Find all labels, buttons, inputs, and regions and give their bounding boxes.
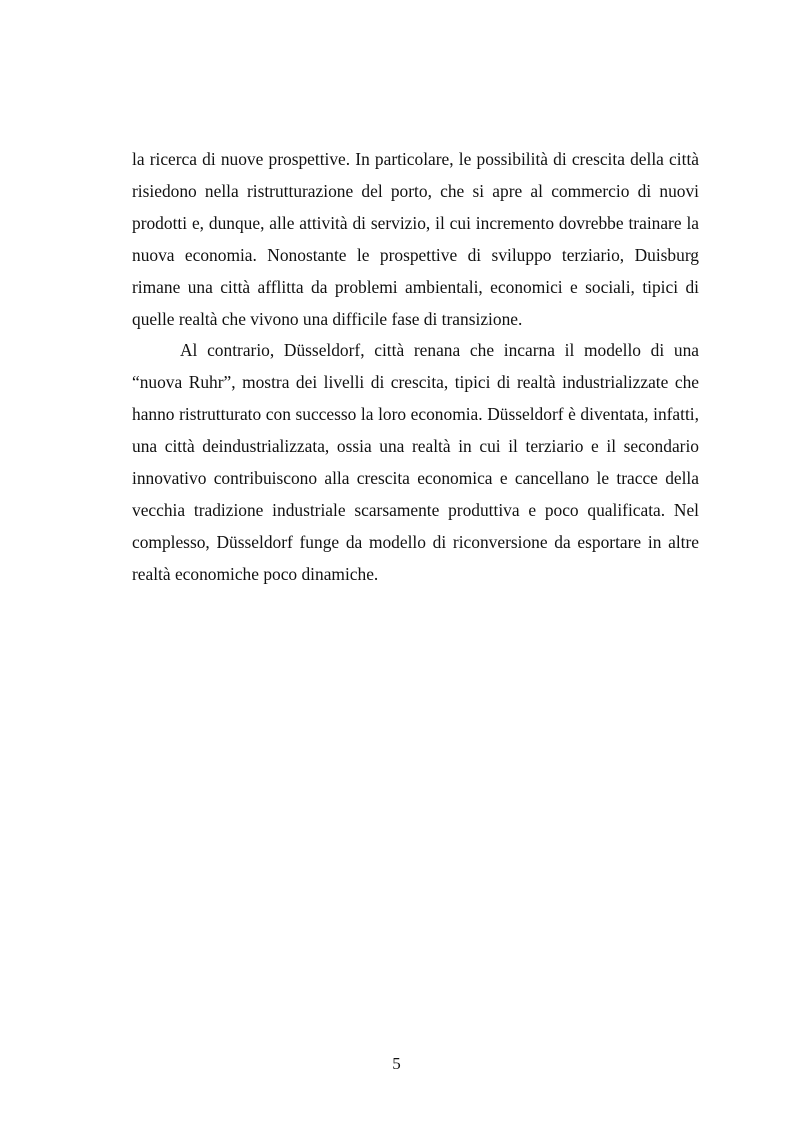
- paragraph-2: Al contrario, Düsseldorf, città renana che incarna il modello di una “nuova Ruhr”, mostra dei livelli di crescita, tipici di realtà industrializzate che hanno ristrutturato con successo la loro economia. Düsseldorf è diventata, infatti, una città deindustrializzata, ossia una realtà in cui il terziario e il secondario innovativo contribuiscono alla crescita economica e cancellano le tracce della vecchia tradizione industriale scarsamente produttiva e poco qualificata. Nel complesso, Düsseldorf funge da modello di riconversione da esportare in altre realtà economiche poco dinamiche.: [132, 340, 699, 584]
- body-text: [132, 144, 699, 591]
- page-number: 5: [392, 1054, 401, 1073]
- paragraph-1: la ricerca di nuove prospettive. In particolare, le possibilità di crescita della città risiedono nella ristrutturazione del porto, che si apre al commercio di nuovi prodotti e, dunque, alle attività di servizio, il cui incremento dovrebbe trainare la nuova economia. Nonostante le prospettive di sviluppo terziario, Duisburg rimane una città afflitta da problemi ambientali, economici e sociali, tipici di quelle realtà che vivono una difficile fase di transizione.: [132, 149, 699, 329]
